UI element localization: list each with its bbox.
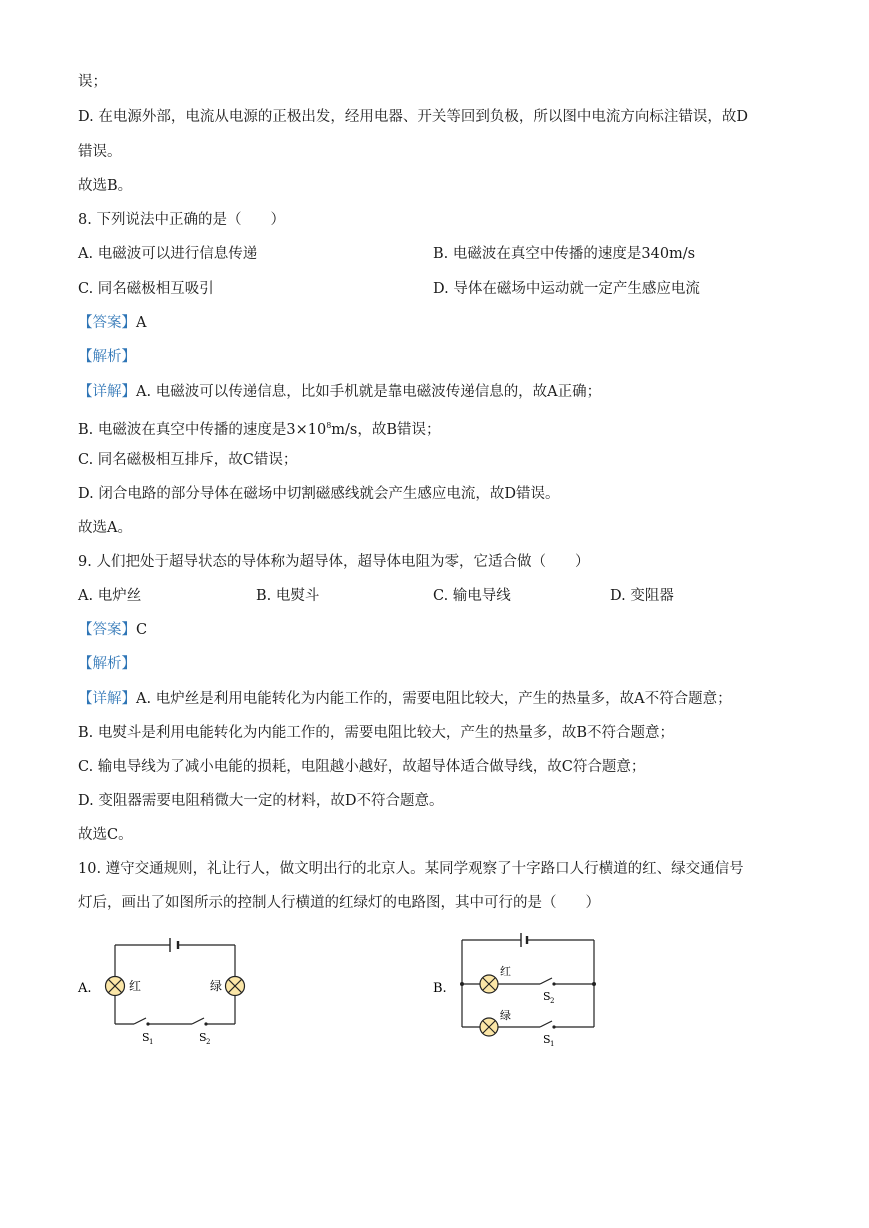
question-10-line-1: 10. 遵守交通规则，礼让行人，做文明出行的北京人。某同学观察了十字路口人行横道的红、绿交通信号 [78, 861, 744, 877]
answer-8 [78, 313, 146, 333]
green-lamp-label: 绿 [500, 1009, 511, 1022]
red-lamp-icon [106, 977, 125, 996]
switch-contact-icon [552, 1025, 555, 1028]
q8-explain-c: C. 同名磁极相互排斥，故C错误； [78, 452, 298, 468]
question-9: 9. 人们把处于超导状态的导体称为超导体，超导体电阻为零，它适合做（ ） [78, 554, 590, 570]
switch-s2-label: S [543, 990, 551, 1003]
switch-contact-icon [552, 982, 555, 985]
answer-value: C [136, 622, 148, 638]
q8-option-c: C. 同名磁极相互吸引 [78, 281, 214, 297]
question-8: 8. 下列说法中正确的是（ ） [78, 212, 285, 228]
battery-icon [521, 933, 527, 947]
detail-text: A. 电炉丝是利用电能转化为内能工作的，需要电阻比较大，产生的热量多，故A不符合题意； [136, 691, 732, 707]
detail-tag: 【详解】 [78, 691, 136, 707]
red-lamp-label: 红 [500, 965, 511, 978]
red-lamp-icon [480, 975, 498, 993]
analysis-8 [78, 347, 136, 367]
green-lamp-icon [480, 1018, 498, 1036]
analysis-tag: 【解析】 [78, 349, 136, 365]
circuit-diagram-a [72, 932, 272, 1052]
answer-tag: 【答案】 [78, 315, 136, 331]
text-line: D. 在电源外部，电流从电源的正极出发，经用电器、开关等回到负极，所以图中电流方向标注错误，故D [78, 109, 748, 125]
switch-s1-subscript: 1 [550, 1040, 555, 1048]
q8-option-d: D. 导体在磁场中运动就一定产生感应电流 [433, 281, 700, 297]
q9-option-d: D. 变阻器 [610, 588, 674, 604]
junction-icon [460, 982, 464, 986]
junction-icon [592, 982, 596, 986]
answer-value: A [136, 315, 147, 331]
option-a-label: A. [78, 981, 92, 996]
answer-9 [78, 620, 147, 640]
q8-explain-b-pre: B. 电磁波在真空中传播的速度是3×10 [78, 422, 327, 438]
exponent: 8 [326, 421, 332, 430]
switch-contact-icon [146, 1022, 149, 1025]
q8-conclusion: 故选A。 [78, 520, 132, 536]
battery-icon [170, 938, 178, 952]
q8-explain-d: D. 闭合电路的部分导体在磁场中切割磁感线就会产生感应电流，故D错误。 [78, 486, 560, 502]
q9-option-c: C. 输电导线 [433, 588, 511, 604]
switch-s1-label: S [142, 1031, 150, 1044]
analysis-tag: 【解析】 [78, 656, 136, 672]
switch-s2-label: S [199, 1031, 207, 1044]
q8-explain-b [78, 416, 441, 440]
q9-option-a: A. 电炉丝 [78, 588, 142, 604]
circuit-diagram-b [430, 930, 610, 1055]
text-line: 故选B。 [78, 178, 133, 194]
green-lamp-icon [226, 977, 245, 996]
green-lamp-label: 绿 [210, 979, 223, 993]
q8-option-a: A. 电磁波可以进行信息传递 [78, 246, 258, 262]
detail-tag: 【详解】 [78, 384, 136, 400]
switch-contact-icon [204, 1022, 207, 1025]
switch-s1-label: S [543, 1033, 551, 1046]
question-10-line-2: 灯后，画出了如图所示的控制人行横道的红绿灯的电路图，其中可行的是（ ） [78, 895, 600, 911]
q9-option-b: B. 电熨斗 [256, 588, 320, 604]
detail-8 [78, 382, 601, 402]
detail-text: A. 电磁波可以传递信息，比如手机就是靠电磁波传递信息的，故A正确； [136, 384, 602, 400]
q8-option-b: B. 电磁波在真空中传播的速度是340m/s [433, 246, 696, 262]
detail-9 [78, 689, 732, 709]
analysis-9 [78, 654, 136, 674]
q9-explain-b: B. 电熨斗是利用电能转化为内能工作的，需要电阻比较大，产生的热量多，故B不符合题意； [78, 725, 675, 741]
q9-explain-c: C. 输电导线为了减小电能的损耗，电阻越小越好，故超导体适合做导线，故C符合题意； [78, 759, 646, 775]
answer-tag: 【答案】 [78, 622, 136, 638]
q8-explain-b-post: m/s，故B错误； [331, 422, 441, 438]
switch-s2-subscript: 2 [550, 997, 555, 1005]
q9-conclusion: 故选C。 [78, 827, 133, 843]
text-line: 误； [78, 74, 107, 90]
text-line: 错误。 [78, 144, 122, 160]
switch-s2-subscript: 2 [206, 1038, 211, 1046]
option-b-label: B. [433, 981, 447, 996]
switch-s1-subscript: 1 [149, 1038, 154, 1046]
q9-explain-d: D. 变阻器需要电阻稍微大一定的材料，故D不符合题意。 [78, 793, 444, 809]
red-lamp-label: 红 [129, 979, 142, 993]
